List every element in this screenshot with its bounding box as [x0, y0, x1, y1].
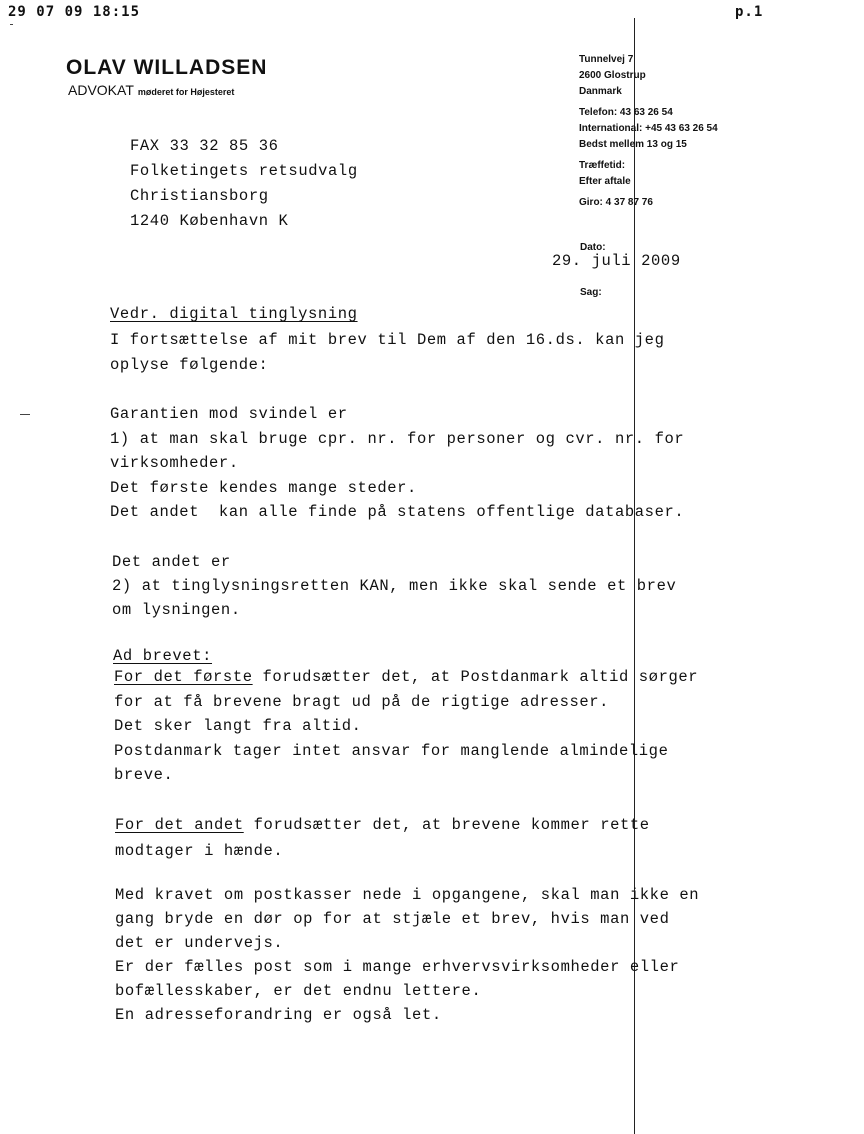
paragraph-first-point	[114, 665, 698, 788]
contact-address-city: 2600 Glostrup	[579, 70, 646, 81]
text-line: for at få brevene bragt ud på de rigtige adresser.	[114, 692, 610, 711]
text-line: Postdanmark tager intet ansvar for manglende almindelige	[114, 741, 669, 760]
section-heading-letter: Ad brevet:	[113, 647, 213, 665]
case-label: Sag:	[580, 287, 602, 298]
scan-speck	[20, 414, 30, 415]
text-run: forudsætter det, at brevene kommer rette	[243, 816, 650, 834]
underlined-lead: For det andet	[115, 816, 244, 834]
lawyer-title-line	[68, 82, 234, 100]
scan-speck	[10, 24, 13, 25]
paragraph-mailboxes	[115, 883, 699, 1027]
contact-address-street: Tunnelvej 7	[579, 54, 634, 65]
text-line: Det andet kan alle finde på statens offentlige databaser.	[110, 503, 685, 521]
text-line: gang bryde en dør op for at stjæle et brev, hvis man ved	[115, 910, 670, 928]
text-line	[115, 812, 650, 838]
text-line: Med kravet om postkasser nede i opgangene, skal man ikke en	[115, 886, 700, 904]
text-line: Det første kendes mange steder.	[110, 478, 417, 497]
text-line	[114, 665, 698, 690]
text-line: Er der fælles post som i mange erhvervsvirksomheder eller	[115, 958, 680, 976]
text-line: modtager i hænde.	[115, 842, 284, 860]
letter-subject: Vedr. digital tinglysning	[110, 305, 358, 323]
text-line: Det sker langt fra altid.	[114, 717, 362, 735]
contact-address-country: Danmark	[579, 86, 622, 97]
text-line: breve.	[114, 766, 174, 784]
letter-date: 29. juli 2009	[552, 252, 681, 270]
text-line: 1) at man skal bruge cpr. nr. for personer og cvr. nr. for	[110, 429, 685, 448]
text-line: Det andet er	[112, 553, 231, 571]
fax-timestamp: 29 07 09 18:15	[8, 4, 141, 20]
contact-best-hours: Bedst mellem 13 og 15	[579, 139, 687, 150]
text-line: 2) at tinglysningsretten KAN, men ikke skal sende et brev	[112, 577, 677, 595]
contact-office-hours: Efter aftale	[579, 176, 631, 187]
text-line: En adresseforandring er også let.	[115, 1006, 442, 1024]
paragraph-guarantee	[110, 402, 684, 525]
text-line: virksomheder.	[110, 454, 239, 472]
contact-block	[579, 52, 718, 211]
contact-phone-international: International: +45 43 63 26 54	[579, 123, 718, 134]
text-line: bofællesskaber, er det endnu lettere.	[115, 982, 482, 1000]
text-line: oplyse følgende:	[110, 356, 269, 374]
contact-office-hours-label: Træffetid:	[579, 160, 626, 171]
recipient-postal: 1240 København K	[130, 212, 289, 230]
recipient-name: Folketingets retsudvalg	[130, 162, 358, 180]
date-label: Dato:	[580, 242, 606, 253]
text-line: om lysningen.	[112, 601, 241, 619]
lawyer-title-sub: møderet for Højesteret	[137, 87, 235, 97]
underlined-lead: For det første	[114, 668, 253, 686]
fax-page-number: p.1	[735, 4, 764, 20]
recipient-block	[130, 134, 358, 234]
recipient-fax: FAX 33 32 85 36	[130, 137, 279, 155]
paragraph-second-assumption	[115, 812, 650, 864]
lawyer-title: ADVOKAT	[68, 82, 134, 98]
text-line: det er undervejs.	[115, 934, 284, 952]
text-line: I fortsættelse af mit brev til Dem af den 16.ds. kan jeg	[110, 331, 665, 349]
paragraph-second-point	[112, 550, 676, 622]
paragraph-intro	[110, 328, 664, 378]
contact-giro: Giro: 4 37 87 76	[579, 197, 653, 208]
text-line: Garantien mod svindel er	[110, 405, 348, 423]
text-run: forudsætter det, at Postdanmark altid sørger	[252, 668, 699, 686]
contact-phone: Telefon: 43 63 26 54	[579, 107, 673, 118]
lawyer-name: OLAV WILLADSEN	[66, 56, 268, 79]
recipient-address: Christiansborg	[130, 187, 269, 205]
